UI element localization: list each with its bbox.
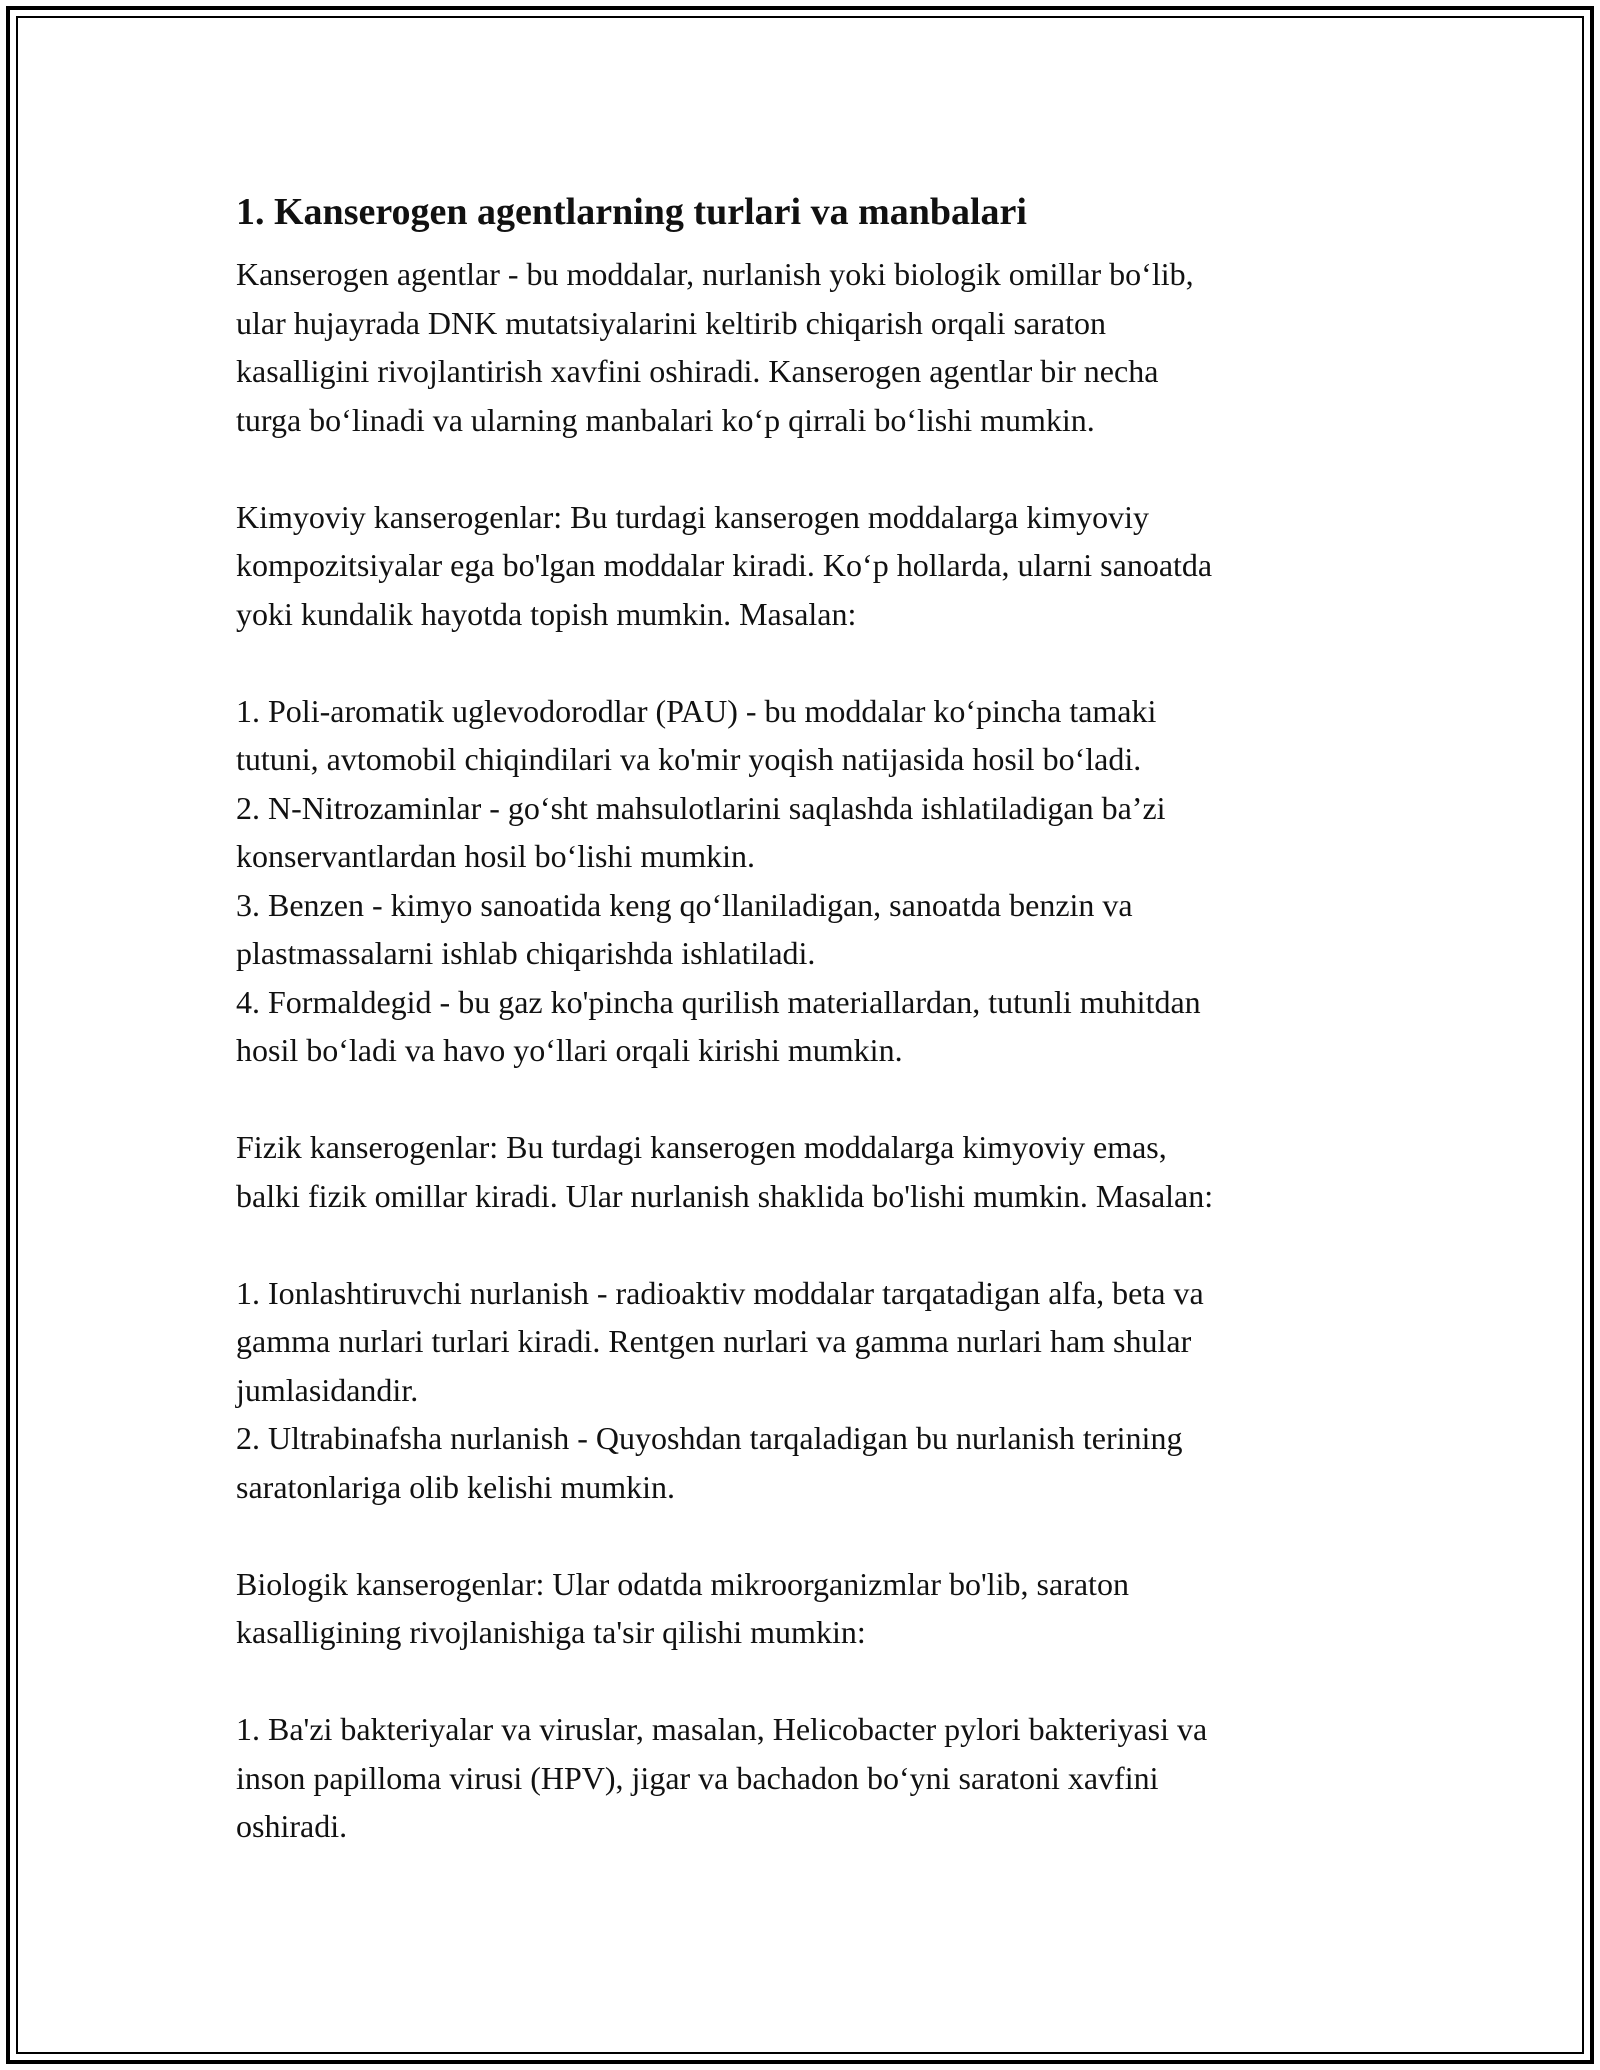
paragraph-gap [236,444,1364,493]
text-line: ular hujayrada DNK mutatsiyalarini keltirib chiqarish orqali saraton [236,304,1106,341]
chemical-intro-paragraph [236,493,1364,639]
list-item-line: 1. Ba'zi bakteriyalar va viruslar, masalan, Helicobacter pylori bakteriyasi va [236,1711,1208,1747]
paragraph-gap [236,638,1364,687]
biological-list [236,1705,1364,1851]
list-item-line: hosil bo‘ladi va havo yo‘llari orqali kirishi mumkin. [236,1032,903,1068]
list-item-line: 2. N-Nitrozaminlar - go‘sht mahsulotlarini saqlashda ishlatiladigan ba’zi [236,789,1166,826]
list-item-line: oshiradi. [236,1808,348,1844]
document-body [236,186,1364,1851]
physical-list [236,1269,1364,1512]
list-item-line: plastmassalarni ishlab chiqarishda ishlatiladi. [236,935,816,971]
list-item-line: 2. Ultrabinafsha nurlanish - Quyoshdan tarqaladigan bu nurlanish terining [236,1420,1183,1456]
list-item-line: 3. Benzen - kimyo sanoatida keng qo‘llaniladigan, sanoatda benzin va [236,886,1133,923]
list-item-line: tutuni, avtomobil chiqindilari va ko'mir yoqish natijasida hosil bo‘ladi. [236,741,1142,777]
text-line: turga bo‘linadi va ularning manbalari ko‘p qirrali bo‘lishi mumkin. [236,401,1095,438]
intro-paragraph [236,250,1364,444]
text-line: Kanserogen agentlar - bu moddalar, nurlanish yoki biologik omillar bo‘lib, [236,256,1194,292]
paragraph-gap [236,1657,1364,1706]
text-line: kasalligini rivojlantirish xavfini oshiradi. Kanserogen agentlar bir necha [236,353,1159,389]
list-item-line: 1. Poli-aromatik uglevodorodlar (PAU) - bu moddalar ko‘pincha tamaki [236,692,1157,729]
paragraph-gap [236,1220,1364,1269]
list-item-line: konservantlardan hosil bo‘lishi mumkin. [236,838,756,874]
chemical-list [236,687,1364,1075]
list-item-line: 1. Ionlashtiruvchi nurlanish - radioaktiv moddalar tarqatadigan alfa, beta va [236,1274,1204,1311]
text-line: kasalligining rivojlanishiga ta'sir qilishi mumkin: [236,1614,866,1650]
list-item-line: inson papilloma virusi (HPV), jigar va bachadon bo‘yni saratoni xavfini [236,1759,1159,1796]
list-item-line: jumlasidandir. [236,1371,419,1408]
paragraph-gap [236,1075,1364,1124]
paragraph-gap [236,1511,1364,1560]
text-line: Fizik kanserogenlar: Bu turdagi kanserogen moddalarga kimyoviy emas, [236,1129,1167,1165]
text-line: yoki kundalik hayotda topish mumkin. Masalan: [236,595,857,632]
list-item-line: saratonlariga olib kelishi mumkin. [236,1468,676,1505]
text-line: balki fizik omillar kiradi. Ular nurlanish shaklida bo'lishi mumkin. Masalan: [236,1177,1214,1214]
text-line: Biologik kanserogenlar: Ular odatda mikroorganizmlar bo'lib, saraton [236,1565,1129,1602]
text-line: Kimyoviy kanserogenlar: Bu turdagi kanserogen moddalarga kimyoviy [236,498,1149,535]
list-item-line: gamma nurlari turlari kiradi. Rentgen nurlari va gamma nurlari ham shular [236,1323,1192,1359]
document-title: 1. Kanserogen agentlarning turlari va manbalari [236,191,1027,233]
physical-intro-paragraph [236,1123,1364,1220]
biological-intro-paragraph [236,1560,1364,1657]
text-line: kompozitsiyalar ega bo'lgan moddalar kiradi. Ko‘p hollarda, ularni sanoatda [236,547,1213,583]
list-item-line: 4. Formaldegid - bu gaz ko'pincha qurilish materiallardan, tutunli muhitdan [236,983,1201,1020]
